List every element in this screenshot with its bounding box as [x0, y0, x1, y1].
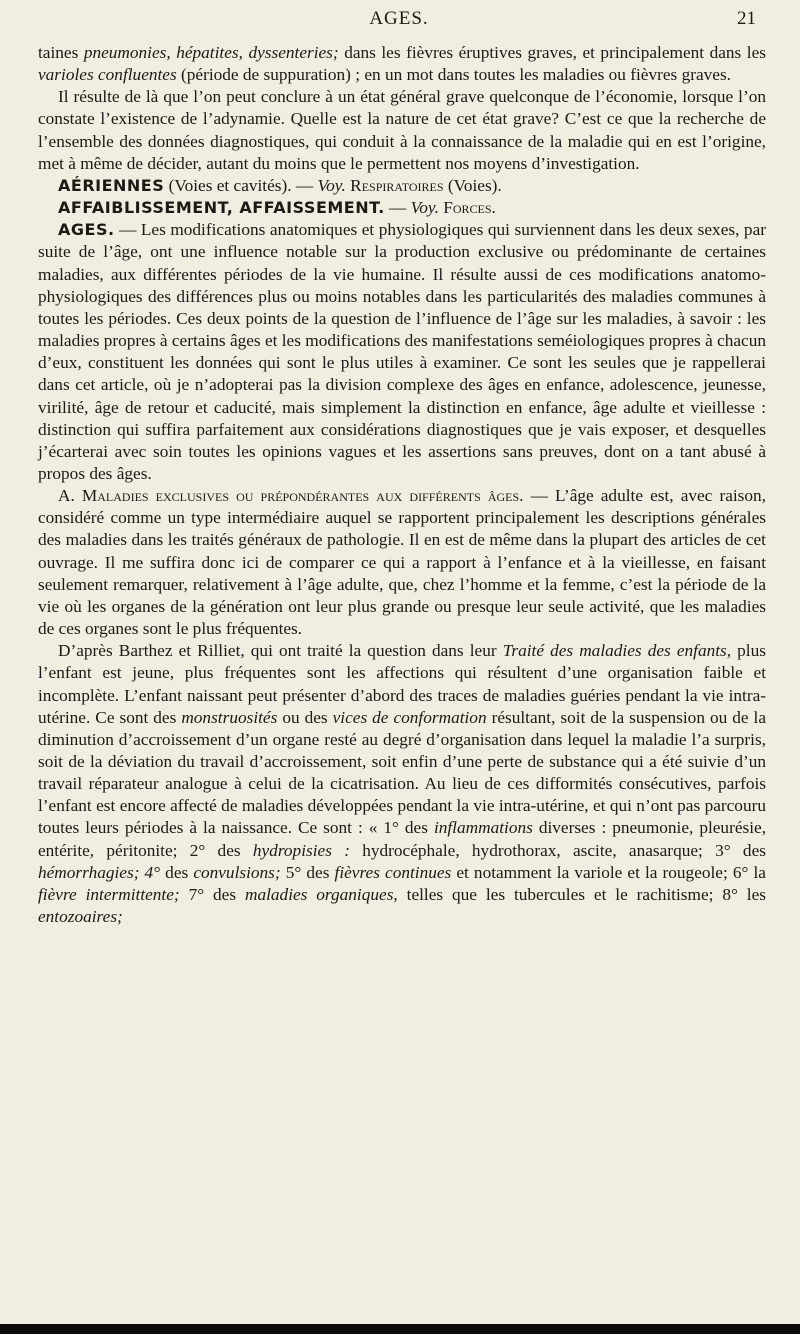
entry-aeriennes	[38, 175, 766, 197]
italic-run: pneumonies, hépatites, dyssenteries;	[83, 43, 339, 62]
italic-run: convulsions;	[193, 862, 281, 882]
text-run: plus l’enfant est jeune, plus fréquentes sont les affections qui résultent d’une organisation faible et incomplète. L’enfant naissant peut présenter d’abord des traces de maladies guéries pendant la vie intra-utérine. Ce sont des	[38, 641, 766, 727]
italic-run: maladies organiques,	[244, 884, 398, 904]
italic-run: fièvres continues	[334, 862, 452, 882]
page-number: 21	[737, 8, 756, 29]
text-run: telles que les tubercules et le rachitisme; 8° les	[397, 884, 766, 904]
italic-run: varioles confluentes	[38, 65, 177, 85]
page-bottom-edge	[0, 1324, 800, 1334]
italic-run: Traité des maladies des enfants,	[502, 641, 732, 661]
text-run: et notamment la variole et la rougeole; 6° la	[451, 862, 766, 882]
text-run: (période de suppuration) ; en un mot dans toutes les maladies ou fièvres graves.	[176, 65, 731, 85]
entry-heading: AGES.	[58, 220, 115, 240]
running-title: AGES.	[369, 8, 429, 29]
italic-run: Voy.	[410, 198, 439, 218]
italic-run: Voy.	[317, 175, 346, 195]
italic-run: vices de conformation	[332, 707, 487, 727]
text-run: des	[160, 862, 194, 882]
text-run: taines	[38, 43, 84, 62]
section-heading: A. Maladies exclusives ou prépondérantes aux différents âges.	[58, 486, 524, 506]
entry-affaiblissement	[38, 197, 766, 219]
paragraph-barthez	[38, 640, 766, 928]
italic-run: inflammations	[433, 818, 533, 838]
cross-reference: Respiratoires	[345, 175, 444, 195]
text-run: (Voies).	[443, 175, 502, 195]
cross-reference: Forces.	[438, 198, 496, 218]
text-run: —	[384, 198, 411, 218]
paragraph: Il résulte de là que l’on peut conclure à un état général grave quelconque de l’économie, lorsque l’on constate l’existence de l’adynamie. Quelle est la nature de cet état grave? C’est ce que la recherche de l’ensemble des données diagnostiques, qui conduit à la connaissance de la maladie qui en est l’origine, met à même de décider, autant du moins que le permettent nos moyens d’investigation.	[38, 87, 766, 173]
entry-heading: AÉRIENNES	[58, 175, 165, 195]
italic-run: hémorrhagies; 4°	[38, 862, 161, 882]
text-run: — Les modifications anatomiques et physiologiques qui surviennent dans les deux sexes, par suite de l’âge, ont une influence notable sur la production exclusive ou prédominante de certaines maladies, aux différentes périodes de la vie humaine. Il résulte aussi de ces modifications anatomo-physiologiques des différences plus ou moins notables dans les particularités des maladies communes à toutes les périodes. Ces deux points de la question de l’influence de l’âge sur les maladies, à savoir : les maladies propres à certains âges et les modifications des manifestations seméiologiques propres à chacun d’eux, constituent les données qui sont le plus utiles à examiner. Ce sont les seules que je rappellerai dans cet article, où je n’adopterai pas la division complexe des âges en enfance, adolescence, jeunesse, virilité, âge de retour et caducité, mais simplement la distinction en enfance, âge adulte et vieillesse : distinction qui suffira parfaitement aux considérations diagnostiques que je vais exposer, et desquelles j’écarterai avec soin toutes les opinions vagues et les assertions sans preuves, dont on a tant abusé à propos des âges.	[38, 220, 766, 483]
page-header	[38, 8, 760, 38]
italic-run: monstruosités	[181, 707, 278, 727]
entry-ages	[38, 219, 766, 485]
paragraph-continuation	[38, 42, 766, 86]
body-text	[38, 42, 766, 928]
italic-run: hydropisies :	[252, 840, 350, 860]
italic-run: entozoaires;	[38, 907, 123, 927]
text-run: D’après Barthez et Rilliet, qui ont traité la question dans leur	[58, 641, 503, 661]
text-run: 5° des	[280, 862, 335, 882]
text-run: dans les fièvres éruptives graves, et principalement dans les	[338, 43, 766, 62]
text-run: résultant, soit de la suspension ou de la diminution d’accroissement d’un organe resté au degré d’organisation dans lequel la maladie l’a surpris, soit de la déviation du travail d’accroissement, soit enfin d’une perte de substance qui a été suivie d’un travail réparateur analogue à celui de la cicatrisation. Au lieu de ces difformités consécutives, parfois l’enfant est encore affecté de maladies développées pendant la vie intra-utérine, et qui n’ont pas parcouru toutes leurs périodes à la naissance. Ce sont : « 1° des	[38, 707, 766, 838]
section-a	[38, 485, 766, 640]
text-run: hydrocéphale, hydrothorax, ascite, anasarque; 3° des	[349, 840, 766, 860]
text-run: diverses : pneumonie, pleurésie, entérite, péritonite; 2° des	[38, 818, 767, 860]
text-run: — L’âge adulte est, avec raison, considéré comme un type intermédiaire auquel se rapportent principalement les descriptions générales des maladies dans les traités généraux de pathologie. Il en est de même dans la plupart des articles de cet ouvrage. Il me suffira donc ici de comparer ce qui a rapport à l’enfance et à la vieillesse, en faisant seulement remarquer, relativement à l’âge adulte, que, chez l’homme et la femme, c’est la période de la vie où les organes de la génération ont leur plus grande ou presque leur seule activité, que les maladies de ces organes sont le plus fréquentes.	[38, 486, 766, 639]
text-run: ou des	[277, 707, 333, 727]
italic-run: fièvre intermittente;	[38, 884, 180, 904]
text-run: 7° des	[179, 884, 245, 904]
text-run: (Voies et cavités). —	[164, 175, 318, 195]
entry-heading: AFFAIBLISSEMENT, AFFAISSEMENT.	[58, 198, 385, 218]
